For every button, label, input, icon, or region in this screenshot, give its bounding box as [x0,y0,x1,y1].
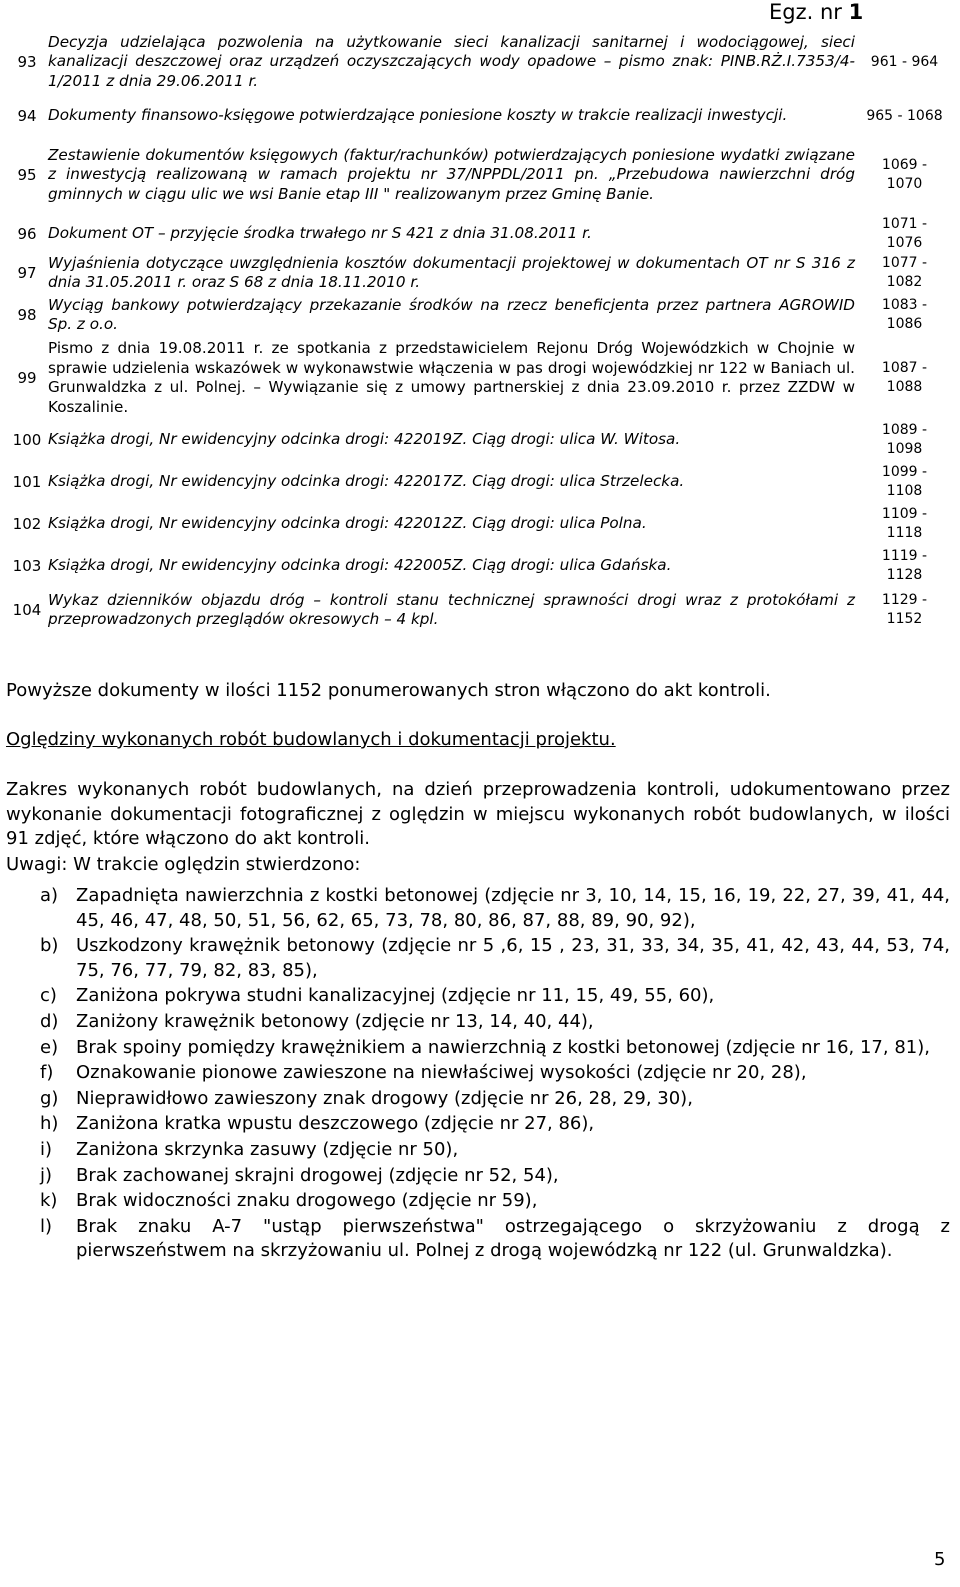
row-pages: 1071 - 1076 [881,216,928,251]
table-row [6,253,946,293]
row-description: Dokument OT – przyjęcie środka trwałego nr S 421 z dnia 31.08.2011 r. [48,224,592,243]
list-item-text: Brak spoiny pomiędzy krawężnikiem a nawierzchnią z kostki betonowej (zdjęcie nr 16, 17, 81), [76,1036,930,1058]
page-number: 5 [934,1549,946,1570]
row-description: Książka drogi, Nr ewidencyjny odcinka drogi: 422012Z. Ciąg drogi: ulica Polna. [48,514,647,533]
row-description: Książka drogi, Nr ewidencyjny odcinka drogi: 422005Z. Ciąg drogi: ulica Gdańska. [48,556,672,575]
row-description: Wyciąg bankowy potwierdzający przekazanie środków na rzecz beneficjenta przez partnera AGROWID Sp. z o.o. [48,295,855,333]
row-number: 94 [17,107,37,125]
list-item [6,1164,950,1189]
row-number: 99 [17,369,37,387]
list-item [6,884,950,933]
row-number: 93 [17,53,37,71]
row-pages: 1129 - 1152 [881,592,928,627]
list-marker: d) [40,1010,59,1032]
list-item [6,1036,950,1061]
list-item [6,1112,950,1137]
list-marker: e) [40,1036,59,1058]
table-row [6,461,946,503]
section-heading: Oględziny wykonanych robót budowlanych i dokumentacji projektu. [6,729,616,750]
row-number: 104 [12,601,42,619]
remarks-intro: Uwagi: W trakcie oględzin stwierdzono: [6,854,361,875]
table-row [6,545,946,587]
row-pages: 1089 - 1098 [881,422,928,457]
scope-paragraph: Zakres wykonanych robót budowlanych, na dzień przeprowadzenia kontroli, udokumentowano przez wykonanie dokumentacji fotograficznej z oględzin w miejscu wykonanych robót budowlanych, w ilości 91 zdjęć, które włączono do akt kontroli. [6,779,950,849]
list-item [6,1061,950,1086]
row-number: 103 [12,557,42,575]
row-pages: 1119 - 1128 [881,548,928,583]
list-marker: f) [40,1062,54,1084]
row-number: 101 [12,473,42,491]
list-marker: b) [40,935,59,957]
copy-label: Egz. nr [769,0,842,24]
row-pages: 1069 - 1070 [881,157,928,192]
row-pages: 1109 - 1118 [881,506,928,541]
list-item [6,1010,950,1035]
table-row [6,135,946,215]
row-description: Wykaz dzienników objazdu dróg – kontroli stanu technicznej sprawności drogi wraz z protokółami z przeprowadzonych przeglądów okresowych – 4 kpl. [48,590,855,628]
row-description: Zestawienie dokumentów księgowych (faktur/rachunków) potwierdzających poniesione wydatki związane z inwestycją realizowaną w ramach projektu nr 37/NPPDL/2011 pn. „Przebudowa nawierzchni dróg gminnych w ciągu ulic we wsi Banie etap III " realizowanym przez Gminę Banie. [48,145,855,203]
row-pages: 1077 - 1082 [881,255,928,290]
row-description: Pismo z dnia 19.08.2011 r. ze spotkania z przedstawicielem Rejonu Dróg Wojewódzkich w Chojnie w sprawie udzielenia wskazówek w wykonawstwie włączenia w pas drogi wojewódzkiej nr 122 w Baniach ul. Grunwaldzka z ul. Polnej. – Wywiązanie się z umowy partnerskiej z dnia 23.09.2010 r. przez ZZDW w Koszalinie. [48,339,855,416]
row-number: 96 [17,225,37,243]
table-row [6,587,946,633]
table-row [6,97,946,135]
row-description: Wyjaśnienia dotyczące uwzględnienia kosztów dokumentacji projektowej w dokumentach OT nr S 316 z dnia 31.05.2011 r. oraz S 68 z dnia 18.11.2010 r. [48,253,855,291]
list-marker: g) [40,1087,59,1109]
row-pages: 965 - 1068 [866,107,943,124]
row-pages: 1087 - 1088 [881,360,928,395]
list-item-text: Zaniżona skrzynka zasuwy (zdjęcie nr 50), [76,1138,459,1160]
row-number: 95 [17,166,37,184]
row-number: 98 [17,306,37,324]
list-marker: l) [40,1215,53,1237]
row-description: Decyzja udzielająca pozwolenia na użytkowanie sieci kanalizacji sanitarnej i wodociągowej, sieci kanalizacji deszczowej oraz urządzeń oczyszczających wody opadowe – pismo znak: PINB.RŻ.I.7353/4-1/2011 z dnia 29.06.2011 r. [48,32,855,90]
list-marker: k) [40,1190,58,1212]
row-pages: 961 - 964 [870,53,939,70]
documents-table [6,27,946,633]
row-description: Książka drogi, Nr ewidencyjny odcinka drogi: 422019Z. Ciąg drogi: ulica W. Witosa. [48,430,681,449]
list-item [6,984,950,1009]
list-item-text: Zapadnięta nawierzchnia z kostki betonowej (zdjęcie nr 3, 10, 14, 15, 16, 19, 22, 27, 39, 41, 44, 45, 46, 47, 48, 50, 51, 56, 62, 65, 73, 78, 80, 86, 87, 88, 89, 90, 92), [76,885,950,931]
table-row [6,293,946,337]
list-item-text: Brak zachowanej skrajni drogowej (zdjęcie nr 52, 54), [76,1164,559,1186]
row-pages: 1099 - 1108 [881,464,928,499]
list-item [6,934,950,983]
list-item [6,1189,950,1214]
list-marker: a) [40,885,59,906]
list-marker: i) [40,1138,53,1160]
list-item-text: Uszkodzony krawężnik betonowy (zdjęcie nr 5 ,6, 15 , 23, 31, 33, 34, 35, 41, 42, 43, 44, 53, 74, 75, 76, 77, 79, 82, 83, 85), [76,935,950,981]
list-item-text: Zaniżony krawężnik betonowy (zdjęcie nr 13, 14, 40, 44), [76,1010,594,1032]
list-item [6,1138,950,1163]
list-item-text: Zaniżona kratka wpustu deszczowego (zdjęcie nr 27, 86), [76,1113,595,1135]
table-row [6,419,946,461]
list-marker: c) [40,985,57,1007]
row-pages: 1083 - 1086 [881,297,928,332]
table-row [6,215,946,253]
table-row [6,503,946,545]
summary-text: Powyższe dokumenty w ilości 1152 ponumerowanych stron włączono do akt kontroli. [6,680,771,701]
list-item [6,1215,950,1264]
list-item-text: Brak widoczności znaku drogowego (zdjęcie nr 59), [76,1190,538,1212]
list-item-text: Oznakowanie pionowe zawieszone na niewłaściwej wysokości (zdjęcie nr 20, 28), [76,1062,807,1084]
list-item-text: Nieprawidłowo zawieszony znak drogowy (zdjęcie nr 26, 28, 29, 30), [76,1087,693,1109]
copy-number: 1 [848,0,864,24]
list-item-text: Zaniżona pokrywa studni kanalizacyjnej (zdjęcie nr 11, 15, 49, 55, 60), [76,985,715,1007]
list-marker: h) [40,1113,59,1135]
row-number: 100 [12,431,42,449]
list-item [6,1087,950,1112]
row-description: Dokumenty finansowo-księgowe potwierdzające poniesione koszty w trakcie realizacji inwestycji. [48,106,788,125]
row-number: 102 [12,515,42,533]
list-marker: j) [40,1164,53,1186]
row-description: Książka drogi, Nr ewidencyjny odcinka drogi: 422017Z. Ciąg drogi: ulica Strzelecka. [48,472,685,491]
remarks-list [6,884,950,1265]
table-row [6,337,946,419]
table-row [6,27,946,97]
list-item-text: Brak znaku A-7 "ustąp pierwszeństwa" ostrzegającego o skrzyżowaniu z drogą z pierwszeństwem na skrzyżowaniu ul. Polnej z drogą wojewódzką nr 122 (ul. Grunwaldzka). [76,1215,950,1262]
row-number: 97 [17,264,37,282]
copy-number-header [769,0,863,24]
